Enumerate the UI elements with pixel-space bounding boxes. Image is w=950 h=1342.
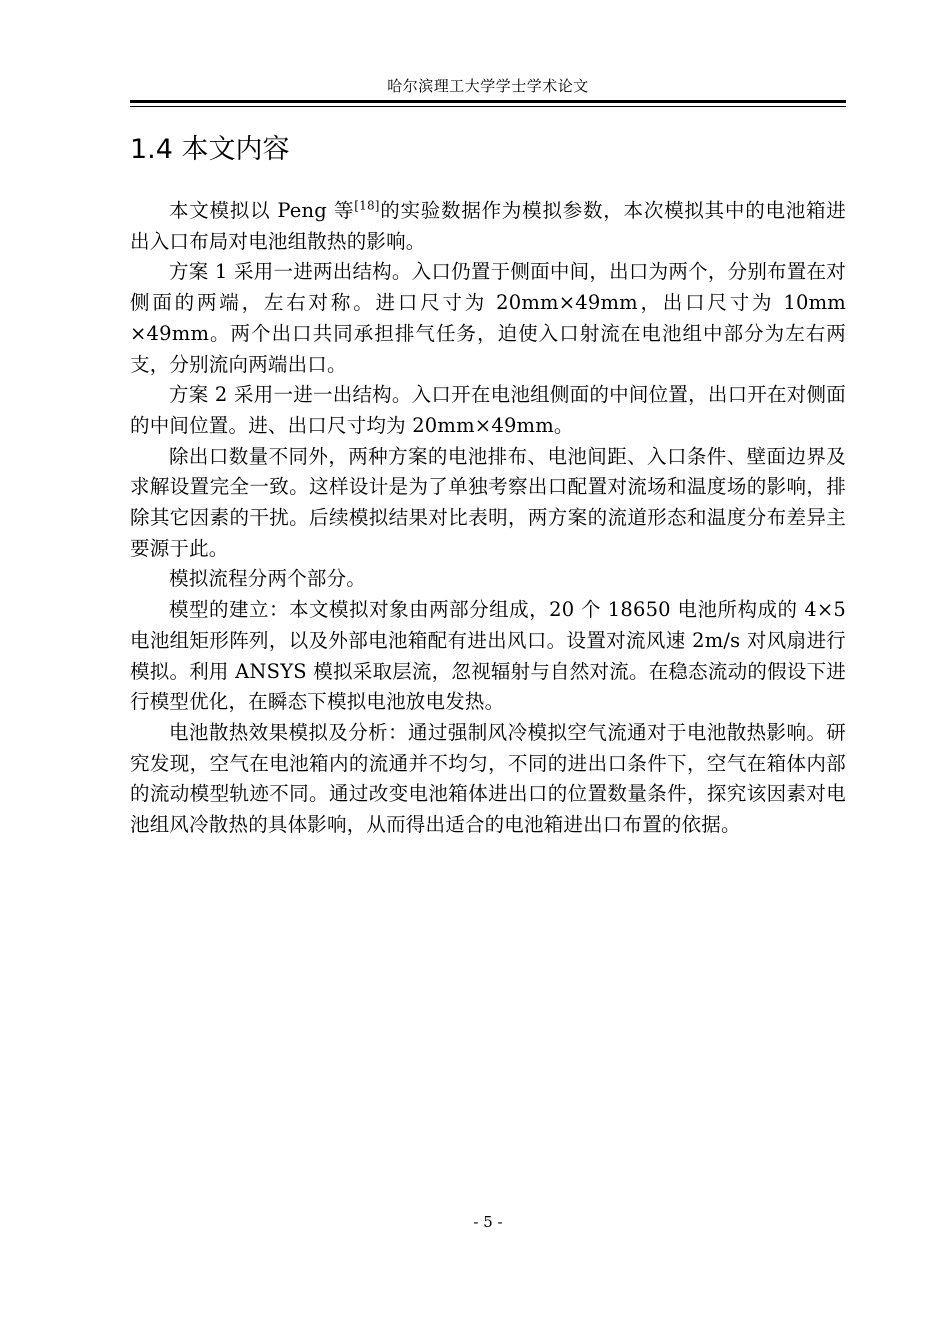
body-text — [130, 196, 846, 841]
paragraph-6: 模型的建立：本文模拟对象由两部分组成，20 个 18650 电池所构成的 4×5 电池组矩形阵列，以及外部电池箱配有进出风口。设置对流风速 2m/s 对风扇进行模拟。利用 ANSYS 模拟采取层流，忽视辐射与自然对流。在稳态流动的假设下进行模型优化，在瞬态下模拟电池放电发热。 — [130, 598, 846, 714]
paragraph-1-text-before: 本文模拟以 Peng 等 — [169, 199, 355, 222]
paragraph-5: 模拟流程分两个部分。 — [169, 567, 367, 591]
section-heading: 1.4 本文内容 — [130, 134, 290, 165]
paragraph-1-text-after: 的实验数据作为模拟参数，本次模拟其中的电池箱进出入口布局对电池组散热的影响。 — [130, 199, 846, 253]
paragraph-2: 方案 1 采用一进两出结构。入口仍置于侧面中间，出口为两个，分别布置在对侧面的两端，左右对称。进口尺寸为 20mm×49mm，出口尺寸为 10mm ×49mm。两个出口共同承担排气任务，迫使入口射流在电池组中部分为左右两支，分别流向两端出口。 — [130, 260, 846, 376]
header-rule-thick — [130, 100, 846, 103]
paragraph-3: 方案 2 采用一进一出结构。入口开在电池组侧面的中间位置，出口开在对侧面的中间位置。进、出口尺寸均为 20mm×49mm。 — [130, 383, 846, 437]
running-header: 哈尔滨理工大学学士学术论文 — [387, 77, 589, 95]
header-rule-thin — [130, 106, 846, 107]
citation-marker[interactable]: [18] — [354, 198, 380, 213]
page-number: - 5 - — [473, 1213, 503, 1231]
paragraph-1 — [130, 196, 846, 257]
paragraph-4: 除出口数量不同外，两种方案的电池排布、电池间距、入口条件、壁面边界及求解设置完全一致。这样设计是为了单独考察出口配置对流场和温度场的影响，排除其它因素的干扰。后续模拟结果对比表明，两方案的流道形态和温度分布差异主要源于此。 — [130, 444, 846, 560]
paragraph-7: 电池散热效果模拟及分析：通过强制风冷模拟空气流通对于电池散热影响。研究发现，空气在电池箱内的流通并不均匀，不同的进出口条件下，空气在箱体内部的流动模型轨迹不同。通过改变电池箱体进出口的位置数量条件，探究该因素对电池组风冷散热的具体影响，从而得出适合的电池箱进出口布置的依据。 — [130, 720, 846, 837]
